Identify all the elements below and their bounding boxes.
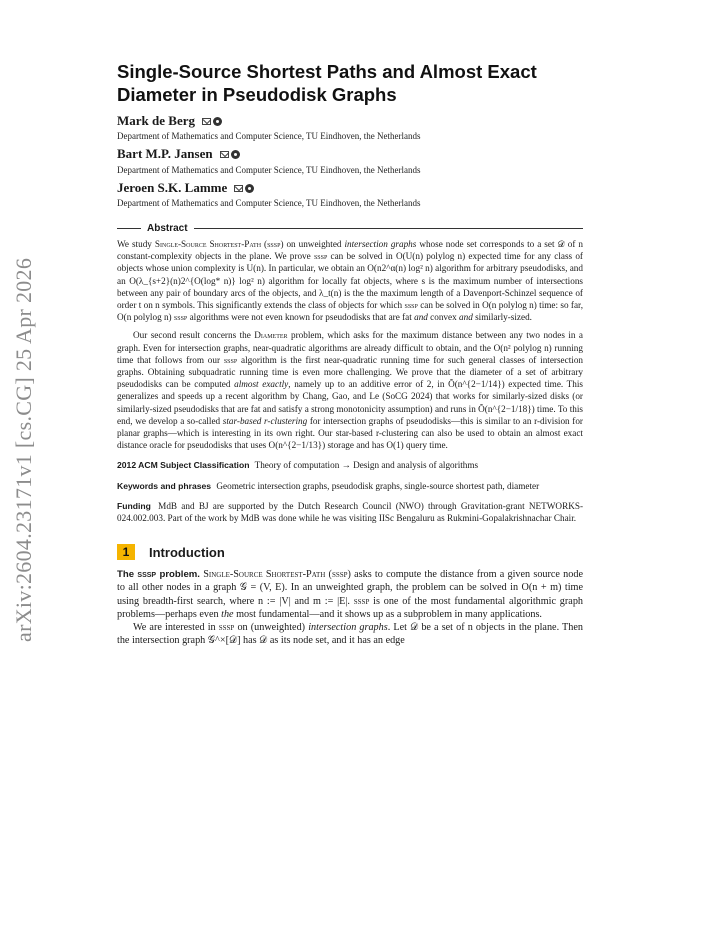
text-run: Single-Source Shortest-Path xyxy=(154,238,262,249)
text-run: sssp xyxy=(313,251,328,262)
text-run: Diameter xyxy=(254,330,288,341)
author-name: Mark de Berg xyxy=(117,113,195,128)
orcid-icon[interactable] xyxy=(231,150,240,159)
section-heading xyxy=(117,544,583,560)
text-run: sssp xyxy=(223,354,238,365)
author-name: Bart M.P. Jansen xyxy=(117,146,213,162)
text-run: can be solved in O(n polylog n) time: so far, O(n polylog n) xyxy=(117,300,584,323)
acm-classification xyxy=(117,459,583,471)
text-run: similarly-sized. xyxy=(472,312,532,323)
text-run: The xyxy=(117,569,138,581)
section-number: 1 xyxy=(117,544,135,560)
divider xyxy=(117,228,141,229)
author-affiliation: Department of Mathematics and Computer Science, TU Eindhoven, the Netherlands xyxy=(117,131,421,142)
text-run: sssp xyxy=(267,238,281,249)
text-run: convex xyxy=(427,312,459,323)
text-run: sssp xyxy=(218,622,235,634)
text-run: sssp xyxy=(404,300,418,310)
author-list xyxy=(117,112,583,209)
text-run: algorithms were not even known for pseudodisks that are fat xyxy=(187,312,415,323)
text-run: the xyxy=(221,608,234,620)
text-run: most fundamental—and it shows up as a subproblem in many applications. xyxy=(233,608,542,620)
author-name: Jeroen S.K. Lamme xyxy=(117,179,228,195)
abstract-label: Abstract xyxy=(147,222,188,234)
text-run: We are interested in xyxy=(133,622,219,634)
author-block xyxy=(117,112,583,142)
email-icon[interactable] xyxy=(234,185,243,192)
text-run: and xyxy=(414,312,428,323)
text-run: ) asks to compute the distance from a given source node to all other nodes in a graph 𝒢 = (V, E). In an unweighted graph, the problem can be solved in O(n + m) time using breadth-first search, where n := |V| and m := |E|. xyxy=(117,569,583,607)
author-affiliation: Department of Mathematics and Computer Science, TU Eindhoven, the Netherlands xyxy=(117,197,421,208)
paper-title: Single-Source Shortest Paths and Almost Exact Diameter in Pseudodisk Graphs xyxy=(117,61,537,105)
text-run: ( xyxy=(261,238,268,249)
text-run: , namely up to an additive error of 2, in Õ(n^{2−1/14}) expected time. This generalizes and speeds up a recent algorithm by Chang, Gao, and Le (SoCG 2024) that works for similarly-sized disks (or similarly-sized pseudodisks that are fat and satisfy a strong monotonicity assumption) and runs in Õ(n^{2−1/18}) time. To this end, we develop a so-called xyxy=(117,379,583,426)
author-block xyxy=(117,179,583,209)
body-paragraph xyxy=(117,621,583,647)
funding-label: Funding xyxy=(117,500,151,511)
text-run: can be solved in O(U(n) polylog n) expected time for any class of objects whose union complexity is U(n). In particular, we obtain an O(n2^α(n) log² n) algorithm for arbitrary pseudodisks, and an O(λ_{s+2}(n)2^{O(log* n)} log² n) algorithm for locally fat objects, where s is the maximum number of intersections between any pair of boundary arcs of the objects, and λ_t(n) is the the maximum length of a Davenport-Schinzel sequence of order t on n symbols. This significantly extends the class of objects for which xyxy=(117,251,583,310)
divider xyxy=(194,228,583,229)
text-run: ( xyxy=(325,569,332,581)
text-run: sssp xyxy=(353,595,370,607)
email-icon[interactable] xyxy=(220,151,229,158)
keywords xyxy=(117,480,583,492)
text-run: problem. xyxy=(156,569,200,581)
text-run: ) on unweighted xyxy=(280,238,345,249)
keywords-label: Keywords and phrases xyxy=(117,480,212,491)
body-paragraph xyxy=(117,568,583,621)
text-run: Our second result concerns the xyxy=(133,330,255,341)
text-run: We study xyxy=(117,238,155,249)
abstract-heading xyxy=(117,223,583,234)
funding-text: MdB and BJ are supported by the Dutch Research Council (NWO) through Gravitation-grant NETWORKS-024.002.003. Part of the work by MdB was done while he was visiting IISc Bengaluru as Rukmini-Gopalakrishnachar Chair. xyxy=(117,500,584,524)
acm-text: Theory of computation → Design and analysis of algorithms xyxy=(254,460,479,471)
text-run: sssp xyxy=(173,312,188,323)
text-run: star-based r-clustering xyxy=(222,415,308,426)
text-run: on (unweighted) xyxy=(234,622,309,634)
text-run: intersection graphs xyxy=(344,238,417,249)
text-run: for intersection graphs of pseudodisks—this is similar to an r-division for planar graphs—which is interesting in its own right. Our star-based r-clustering can also be used to obtain an almost exact distance oracle for pseudodisks that uses O(n^{2−1/13}) storage and has O(1) query time. xyxy=(117,415,583,451)
arxiv-identifier: arXiv:2604.23171v1 [cs.CG] 25 Apr 2026 xyxy=(11,257,36,642)
text-run: problem, which asks for the maximum distance between any two nodes in a graph. Even for intersection graphs, near-quadratic algorithms are already difficult to obtain, and the O(n² polylog n) running time that follows from our xyxy=(117,330,583,365)
abstract-paragraph xyxy=(117,329,583,451)
text-run: whose node set corresponds to a set 𝒟 of n constant-complexity objects in the plane. We prove xyxy=(117,238,583,262)
email-icon[interactable] xyxy=(202,118,211,125)
section-title: Introduction xyxy=(149,544,225,560)
orcid-icon[interactable] xyxy=(213,117,222,126)
text-run: intersection graphs xyxy=(308,622,388,634)
author-block xyxy=(117,145,583,175)
text-run: algorithm is the first near-quadratic running time for such general classes of intersection graphs. Obtaining subquadratic running time is even more challenging. We prove that the diameter of a set of arbitrary pseudodisks can be computed xyxy=(117,354,584,390)
paper-content xyxy=(117,60,583,647)
orcid-icon[interactable] xyxy=(245,184,254,193)
acm-label: 2012 ACM Subject Classification xyxy=(117,460,250,471)
text-run: . Let 𝒟 be a set of n objects in the plane. Then the intersection graph 𝒢^×[𝒟] has 𝒟 as its node set, and it has an edge xyxy=(117,622,583,647)
text-run: sssp xyxy=(137,569,157,581)
abstract-paragraph xyxy=(117,238,583,323)
funding xyxy=(117,500,583,524)
text-run: and xyxy=(459,312,473,323)
text-run: sssp xyxy=(331,569,348,581)
text-run: almost exactly xyxy=(234,379,289,390)
keywords-text: Geometric intersection graphs, pseudodisk graphs, single-source shortest path, diameter xyxy=(216,480,540,491)
author-affiliation: Department of Mathematics and Computer Science, TU Eindhoven, the Netherlands xyxy=(117,164,421,175)
text-run: is one of the most fundamental algorithmic graph problems—perhaps even xyxy=(117,595,584,620)
text-run: Single-Source Shortest-Path xyxy=(203,569,326,581)
